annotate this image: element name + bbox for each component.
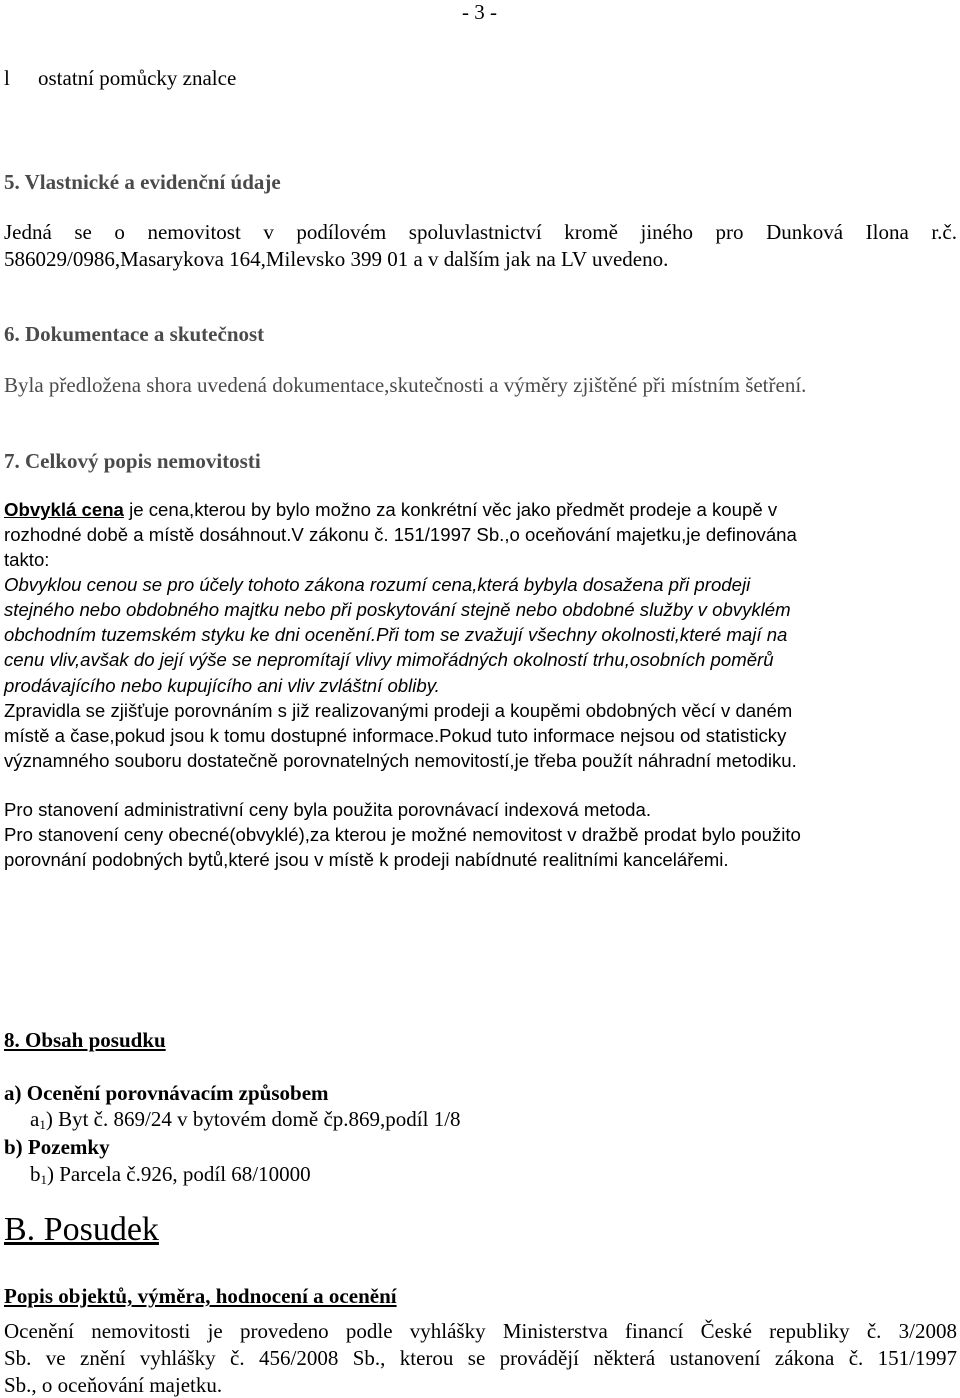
item-a1-text: ) Byt č. 869/24 v bytovém domě čp.869,podíl 1/8: [45, 1107, 461, 1131]
item-b1-text: ) Parcela č.926, podíl 68/10000: [47, 1162, 311, 1186]
section-8-heading: 8. Obsah posudku: [4, 1028, 166, 1052]
definition-line-1: [4, 499, 777, 521]
general-price-line-2: porovnání podobných bytů,které jsou v místě k prodeji nabídnuté realitními kancelářemi.: [4, 849, 729, 870]
item-b1-subscript: 1: [40, 1172, 47, 1187]
italic-line-3b: Při tom se zvažují všechny okolnosti,které mají na: [376, 624, 788, 645]
part-b-subheading: Popis objektů, výměra, hodnocení a ocenění: [4, 1284, 397, 1308]
page-number: - 3 -: [462, 0, 497, 24]
method-line-2: místě a čase,pokud jsou k tomu dostupné informace.Pokud tuto informace nejsou od statisticky: [4, 725, 787, 746]
item-a1: [30, 1107, 461, 1133]
italic-line-5: prodávajícího nebo kupujícího ani vliv zvláštní obliby.: [4, 675, 440, 696]
part-b-line-2: Sb. ve znění vyhlášky č. 456/2008 Sb., kterou se provádějí některá ustanovení zákona č. 151/1997: [4, 1346, 957, 1370]
definition-text: je cena,kterou by bylo možno za konkrétní věc jako předmět prodeje a koupě v: [123, 499, 778, 520]
italic-line-2: stejného nebo obdobného majtku nebo při poskytování stejně nebo obdobné služby v obvyklém: [4, 599, 791, 620]
subsection-a-heading: a) Ocenění porovnávacím způsobem: [4, 1081, 329, 1105]
section-5-line-1: Jedná se o nemovitost v podílovém spoluvlastnictví kromě jiného pro Dunková Ilona r.č.: [4, 220, 957, 244]
general-price-line-1: Pro stanovení ceny obecné(obvyklé),za kterou je možné nemovitost v dražbě prodat bylo použito: [4, 824, 801, 845]
definition-line-3: takto:: [4, 549, 50, 570]
section-6-heading: 6. Dokumentace a skutečnost: [4, 322, 265, 346]
italic-line-3: [4, 624, 787, 646]
part-b-line-3: Sb., o oceňování majetku.: [4, 1373, 223, 1397]
item-a1-prefix: a: [30, 1107, 40, 1131]
section-7-heading: 7. Celkový popis nemovitosti: [4, 449, 261, 473]
section-6-line-1: Byla předložena shora uvedená dokumentace,skutečnosti a výměry zjištěné při místním šetření.: [4, 373, 807, 397]
bullet-marker: l: [4, 66, 10, 90]
item-b1-prefix: b: [30, 1162, 41, 1186]
subsection-b-heading: b) Pozemky: [4, 1135, 110, 1159]
method-line-1: Zpravidla se zjišťuje porovnáním s již realizovanými prodeji a koupěmi obdobných věcí v daném: [4, 700, 793, 721]
section-5-line-2: 586029/0986,Masarykova 164,Milevsko 399 01 a v dalším jak na LV uvedeno.: [4, 247, 669, 271]
definition-term: Obvyklá cena: [4, 499, 124, 520]
item-a1-subscript: 1: [39, 1117, 46, 1132]
bullet-text: ostatní pomůcky znalce: [38, 66, 237, 90]
italic-line-1: Obvyklou cenou se pro účely tohoto zákona rozumí cena,která bybyla dosažena při prodeji: [4, 574, 751, 595]
part-b-title: B. Posudek: [4, 1211, 159, 1248]
admin-price-line: Pro stanovení administrativní ceny byla použita porovnávací indexová metoda.: [4, 799, 652, 820]
italic-line-3a: obchodním tuzemském styku ke dni ocenění.: [4, 624, 377, 645]
definition-line-2: rozhodné době a místě dosáhnout.V zákonu č. 151/1997 Sb.,o oceňování majetku,je definována: [4, 524, 797, 545]
method-line-3: významného souboru dostatečně porovnatelných nemovitostí,je třeba použít náhradní metodiku.: [4, 750, 797, 771]
italic-line-4: cenu vliv,avšak do její výše se nepromítají vlivy mimořádných okolností trhu,osobních poměrů: [4, 649, 774, 670]
item-b1: [30, 1162, 311, 1188]
bullet-item: [4, 66, 237, 91]
part-b-line-1: Ocenění nemovitosti je provedeno podle vyhlášky Ministerstva financí České republiky č. 3/2008: [4, 1319, 957, 1343]
section-5-heading: 5. Vlastnické a evidenční údaje: [4, 170, 281, 194]
